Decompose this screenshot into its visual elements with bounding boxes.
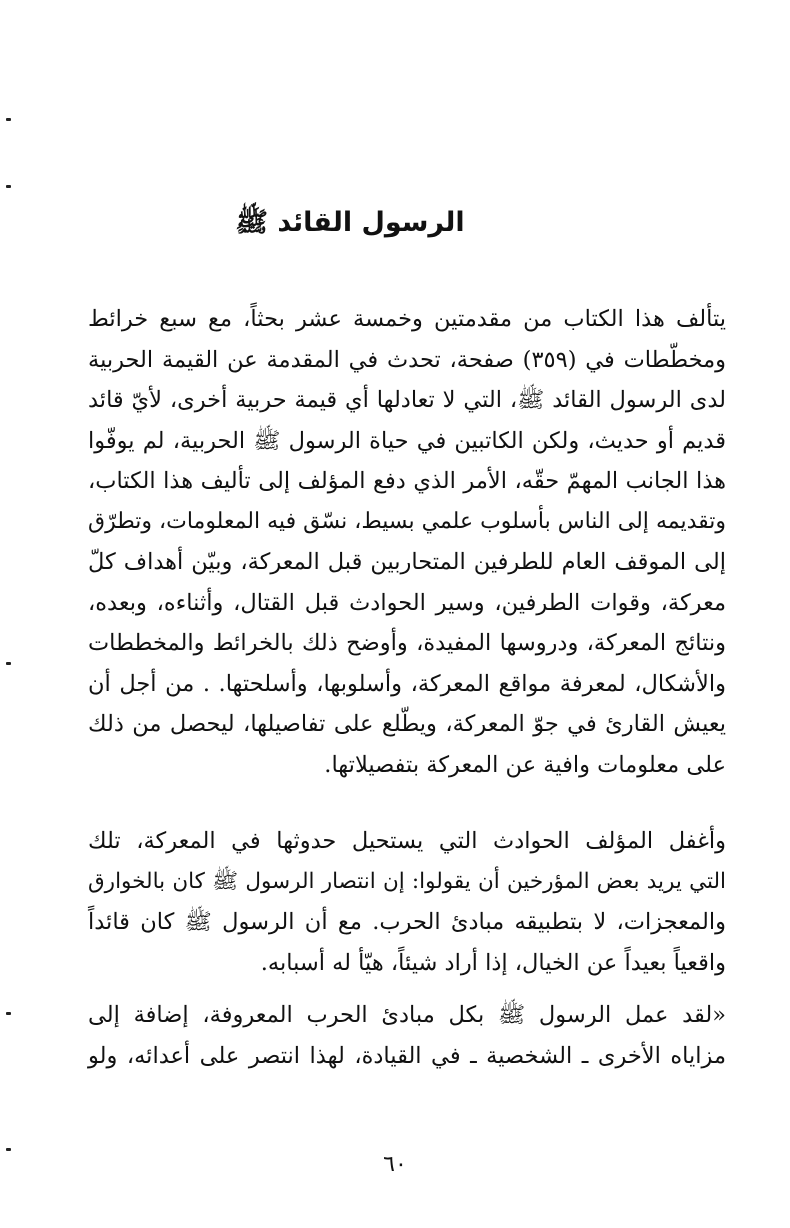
text-line: قديم أو حديث، ولكن الكاتبين في حياة الرسول ﷺ الحربية، لم يوفّوا (88, 427, 726, 454)
text-line: يعيش القارئ في جوّ المعركة، ويطّلع على تفاصيلها، ليحصل من ذلك (88, 711, 726, 737)
text-line: ونتائج المعركة، ودروسها المفيدة، وأوضح ذلك بالخرائط والمخططات (88, 630, 726, 656)
scan-edge-mark (6, 1148, 11, 1151)
text-line: مزاياه الأخرى ـ الشخصية ـ في القيادة، لهذا انتصر على أعدائه، ولو (88, 1042, 726, 1069)
page-title: الرسول القائد ﷺ (235, 207, 465, 238)
text-line: والمعجزات، لا بتطبيقه مبادئ الحرب. مع أن الرسول ﷺ كان قائداً (88, 909, 726, 935)
text-line: واقعياً بعيداً عن الخيال، إذا أراد شيئاً، هيّأ له أسبابه. (260, 949, 726, 976)
text-line: والأشكال، لمعرفة مواقع المعركة، وأسلوبها، وأسلحتها. . من أجل أن (88, 670, 726, 697)
scan-edge-mark (6, 1012, 11, 1015)
paragraph-2 (88, 821, 726, 983)
text-line: لدى الرسول القائد ﷺ، التي لا تعادلها أي قيمة حربية أخرى، لأيّ قائد (88, 387, 726, 413)
scan-edge-mark (6, 118, 11, 121)
text-line: هذا الجانب المهمّ حقّه، الأمر الذي دفع المؤلف إلى تأليف هذا الكتاب، (88, 468, 726, 494)
paragraph-1 (88, 299, 726, 785)
text-line: يتألف هذا الكتاب من مقدمتين وخمسة عشر بحثاً، مع سبع خرائط (88, 306, 726, 332)
paragraph-3 (88, 995, 726, 1076)
text-line: التي يريد بعض المؤرخين أن يقولوا: إن انتصار الرسول ﷺ كان بالخوارق (88, 868, 726, 894)
text-line: وأغفل المؤلف الحوادث التي يستحيل حدوثها في المعركة، تلك (88, 828, 726, 854)
text-line: إلى الموقف العام للطرفين المتحاربين قبل المعركة، وبيّن أهداف كلّ (88, 549, 726, 575)
text-line: وتقديمه إلى الناس بأسلوب علمي بسيط، نسّق فيه المعلومات، وتطرّق (88, 508, 726, 534)
page-number: ٦٠ (383, 1152, 407, 1177)
text-line: «لقد عمل الرسول ﷺ بكل مبادئ الحرب المعروفة، إضافة إلى (88, 1002, 726, 1028)
scan-edge-mark (6, 185, 11, 188)
scan-edge-mark (6, 662, 11, 665)
text-line: معركة، وقوات الطرفين، وسير الحوادث قبل القتال، وأثناءه، وبعده، (88, 589, 726, 616)
text-line: ومخطّطات في (٣٥٩) صفحة، تحدث في المقدمة عن القيمة الحربية (88, 346, 727, 373)
text-line: على معلومات وافية عن المعركة بتفصيلاتها. (324, 751, 726, 778)
